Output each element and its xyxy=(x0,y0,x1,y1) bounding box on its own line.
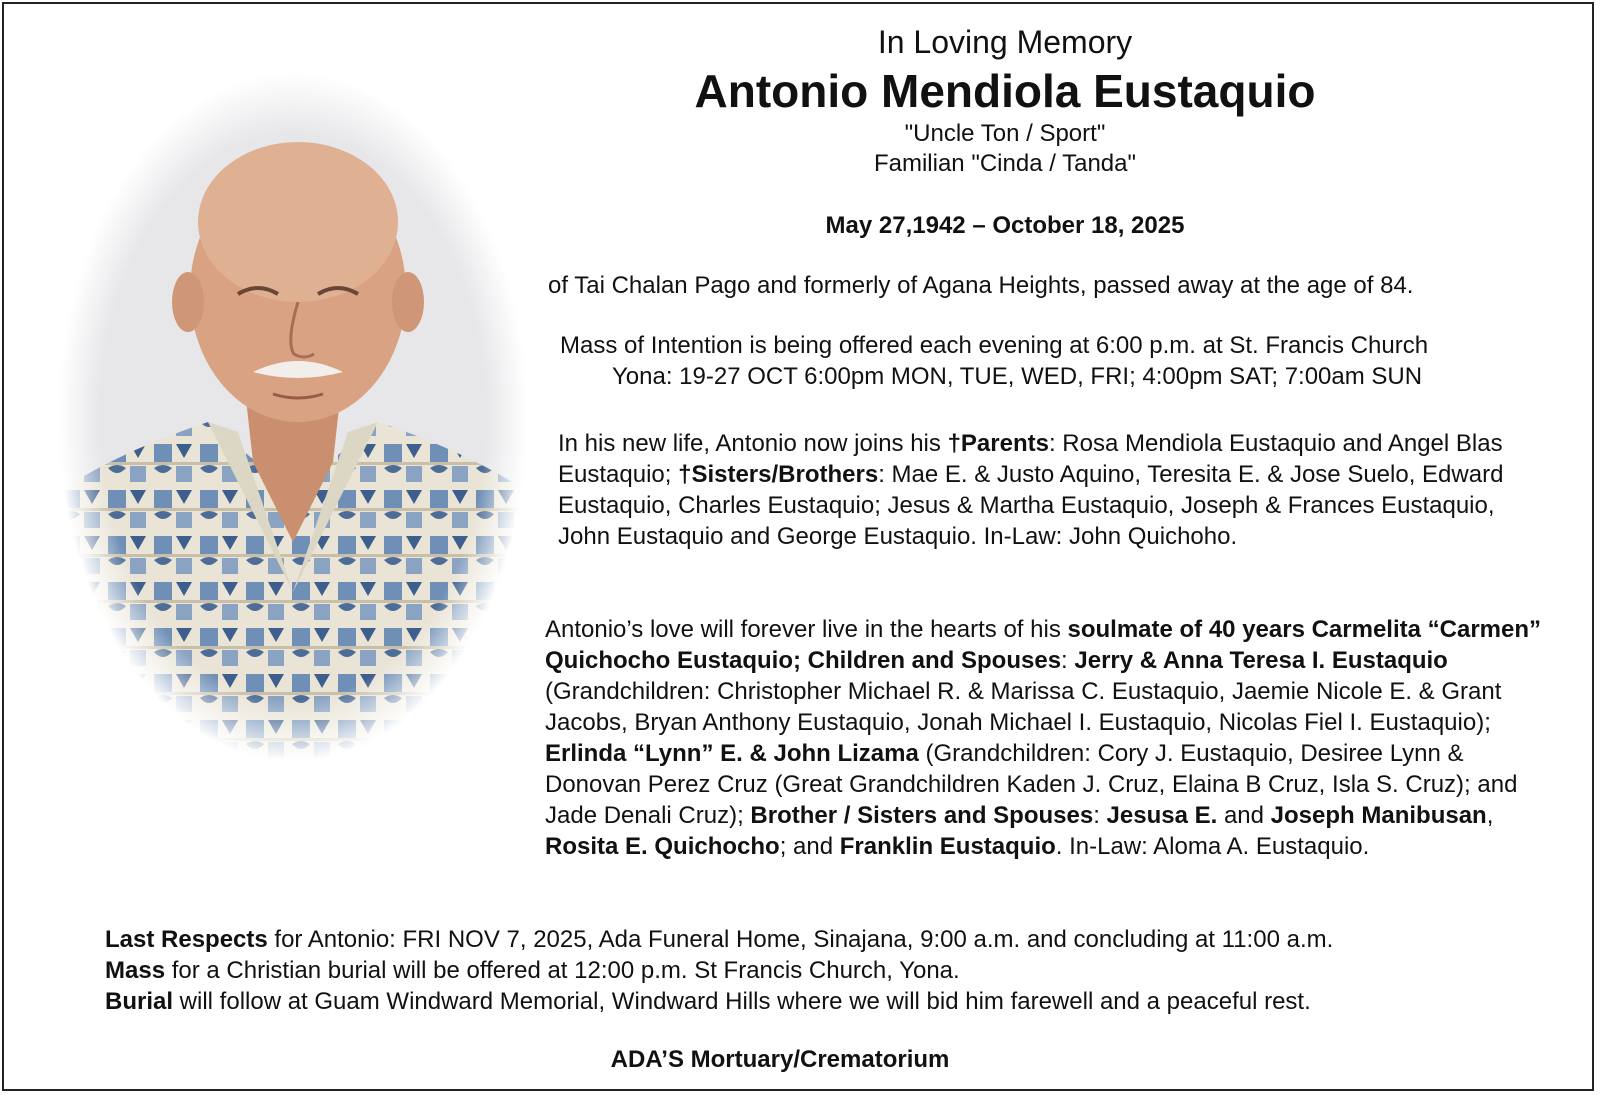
last-respects-text: for Antonio: FRI NOV 7, 2025, Ada Funeral Home, Sinajana, 9:00 a.m. and concluding at 11:00 a.m. xyxy=(267,926,1334,953)
burial-text: will follow at Guam Windward Memorial, Windward Hills where we will bid him farewell and a peaceful rest. xyxy=(173,988,1311,1015)
last-respects-label: Last Respects xyxy=(105,926,268,953)
separator: , xyxy=(1486,802,1494,829)
residence-line: of Tai Chalan Pago and formerly of Agana Heights, passed away at the age of 84. xyxy=(548,272,1414,299)
conjunction: and xyxy=(1217,802,1271,829)
familian: Familian "Cinda / Tanda" xyxy=(873,150,1137,177)
burial-label: Burial xyxy=(105,988,174,1015)
survivors-intro: Antonio’s love will forever live in the hearts of his xyxy=(545,616,1068,643)
siblings-text: : Mae E. & Justo Aquino, Teresita E. & Jose Suelo, Edward Eustaquio, Charles Eustaquio; Jesus & Martha Eustaquio, Joseph & Frances Eustaquio, John Eustaquio and George Eustaquio. In-Law: John Quichoho. xyxy=(558,461,1504,550)
mortuary-footer xyxy=(0,1046,1600,1074)
sibling-1: Jesusa E. xyxy=(1106,802,1218,829)
nickname: "Uncle Ton / Sport" xyxy=(904,120,1106,147)
child-1: Jerry & Anna Teresa I. Eustaquio xyxy=(1074,647,1448,674)
mass-intention-line-2: Yona: 19-27 OCT 6:00pm MON, TUE, WED, FRI; 4:00pm SAT; 7:00am SUN xyxy=(612,363,1423,390)
child-2-detail: (Grandchildren: Cory J. Eustaquio, Desiree Lynn & Donovan Perez Cruz (Great Grandchildren Kaden J. Cruz, Elaina B Cruz, Isla S. Cruz); and Jade Denali Cruz); xyxy=(545,740,1518,829)
last-respects-line xyxy=(105,924,1333,955)
portrait-photo xyxy=(58,72,528,762)
inlaw-text: . In-Law: Aloma A. Eustaquio. xyxy=(1055,833,1370,860)
separator: : xyxy=(1093,802,1107,829)
surviving-siblings-label: Brother / Sisters and Spouses xyxy=(750,802,1094,829)
soulmate: soulmate of 40 years Carmelita “Carmen” Quichocho Eustaquio; Children and Spouses xyxy=(545,616,1542,674)
mass-text: for a Christian burial will be offered at 12:00 p.m. St Francis Church, Yona. xyxy=(165,957,960,984)
in-loving-memory-heading: In Loving Memory xyxy=(877,24,1133,60)
survivors-paragraph xyxy=(545,614,1545,862)
mass-line xyxy=(105,955,960,986)
predeceased-paragraph xyxy=(558,428,1518,552)
sibling-2: Rosita E. Quichocho xyxy=(545,833,780,860)
deceased-name: Antonio Mendiola Eustaquio xyxy=(694,65,1316,117)
separator: : xyxy=(1061,647,1075,674)
child-2: Erlinda “Lynn” E. & John Lizama xyxy=(545,740,919,767)
parents-label: †Parents xyxy=(947,430,1049,457)
life-dates: May 27,1942 – October 18, 2025 xyxy=(825,212,1185,239)
child-1-detail: (Grandchildren: Christopher Michael R. & Marissa C. Eustaquio, Jaemie Nicole E. & Grant Jacobs, Bryan Anthony Eustaquio, Jonah Michael I. Eustaquio, Nicolas Fiel I. Eustaquio); xyxy=(545,678,1502,736)
predeceased-intro: In his new life, Antonio now joins his xyxy=(558,430,948,457)
sibling-3: Franklin Eustaquio xyxy=(839,833,1056,860)
sibling-1-spouse: Joseph Manibusan xyxy=(1270,802,1487,829)
parents-text: : Rosa Mendiola Eustaquio and Angel Blas Eustaquio; xyxy=(558,430,1503,488)
burial-line xyxy=(105,986,1311,1017)
mortuary-name: ADA’S Mortuary/Crematorium xyxy=(610,1046,950,1073)
mass-label: Mass xyxy=(105,957,166,984)
conjunction: ; and xyxy=(779,833,840,860)
siblings-label: †Sisters/Brothers xyxy=(678,461,879,488)
mass-intention-line-1: Mass of Intention is being offered each evening at 6:00 p.m. at St. Francis Church xyxy=(560,332,1429,359)
